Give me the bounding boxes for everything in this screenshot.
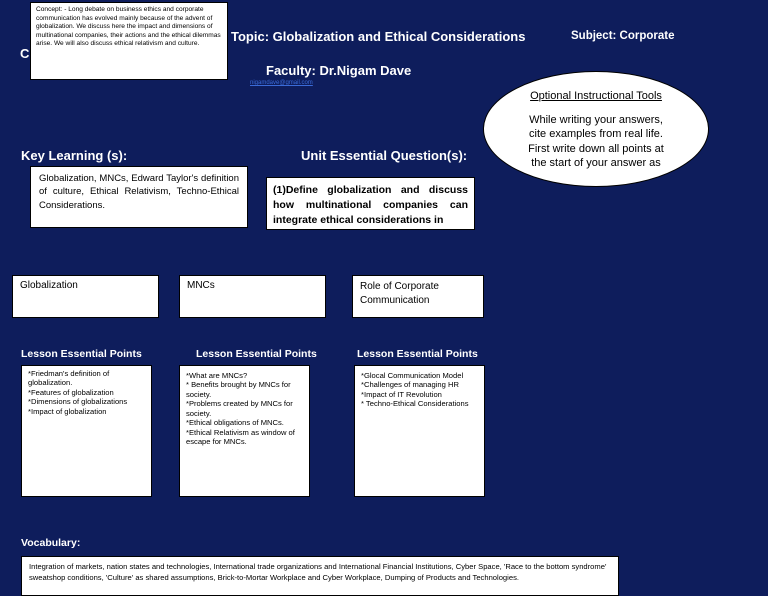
lesson-item: *Impact of globalization [28,406,107,416]
lesson-item: *What are MNCs? [186,371,248,380]
lesson-list [28,369,145,416]
lesson-item: *Problems created by MNCs for society. [186,399,293,418]
faculty-name: Faculty: Dr.Nigam Dave [266,63,412,78]
topic-box-corporate-communication [352,275,484,318]
lesson-item: *Dimensions of globalizations [28,397,128,407]
lesson-item: * Benefits brought by MNCs for society. [186,380,291,399]
key-learning-heading: Key Learning (s): [21,148,128,163]
lesson-heading: Lesson Essential Points [196,348,317,360]
lesson-box-corporate-communication [354,365,485,497]
vocabulary-box [21,556,619,596]
lesson-heading: Lesson Essential Points [357,348,478,360]
unit-question-box [266,177,475,230]
key-learning-text: Globalization, MNCs, Edward Taylor's definition of culture, Ethical Relativism, Techno-Ethical Considerations. [39,173,239,211]
lesson-item: *Ethical obligations of MNCs. [186,418,284,428]
lesson-list [361,371,478,409]
topic-title: Topic: Globalization and Ethical Considerations [231,29,526,44]
faculty-email-link[interactable]: nigamdave@gmail.com [250,80,313,86]
lesson-item: *Glocal Communication Model [361,371,464,380]
title-partial-letter: C [20,46,30,61]
lesson-item: *Ethical Relativism as window of escape for MNCs. [186,427,295,447]
vocabulary-heading: Vocabulary: [21,537,81,549]
key-learning-box [30,166,248,228]
lesson-heading: Lesson Essential Points [21,348,142,360]
concept-text: Concept: - Long debate on business ethics and corporate communication has evolved mainly because of the advent of globalization. We discuss here the impact and dimensions of multinational companies, their actions and the ethical dilemmas arise. We will also discuss ethical relativism and culture. [36,6,221,48]
lesson-item: *Impact of IT Revolution [361,389,442,399]
topic-label: Globalization [20,280,78,291]
vocabulary-text: Integration of markets, nation states and technologies, International trade organizations and International Financial Institutions, Cyber Space, 'Race to the bottom syndrome' sweatshop conditions, 'Culture' as shared assumptions, Brick-to-Mortar Workplace and Cyber Workplace, Dumping of Products and Technologies. [29,562,607,582]
tools-body: While writing your answers, cite examples from real life. First write down all points at the start of your answer as [528,114,664,169]
lesson-box-mncs [179,365,310,497]
lesson-item: *Challenges of managing HR [361,380,459,390]
lesson-box-globalization [21,365,152,497]
subject-title: Subject: Corporate [571,30,675,42]
concept-box [30,2,228,80]
instructional-tools-ellipse [483,71,709,187]
lesson-item: * Techno-Ethical Considerations [361,399,469,409]
unit-question-text: (1)Define globalization and discuss how multinational companies can integrate ethical considerations in [273,184,468,226]
topic-label: Role of Corporate Communication [360,281,439,306]
topic-label: MNCs [187,280,215,291]
tools-title: Optional Instructional Tools [530,90,662,102]
topic-box-globalization [12,275,159,318]
lesson-item: *Features of globalization [28,387,114,397]
unit-question-heading: Unit Essential Question(s): [301,148,468,163]
lesson-list [186,371,303,447]
topic-box-mncs [179,275,326,318]
lesson-item: *Friedman's definition of globalization. [28,369,110,388]
